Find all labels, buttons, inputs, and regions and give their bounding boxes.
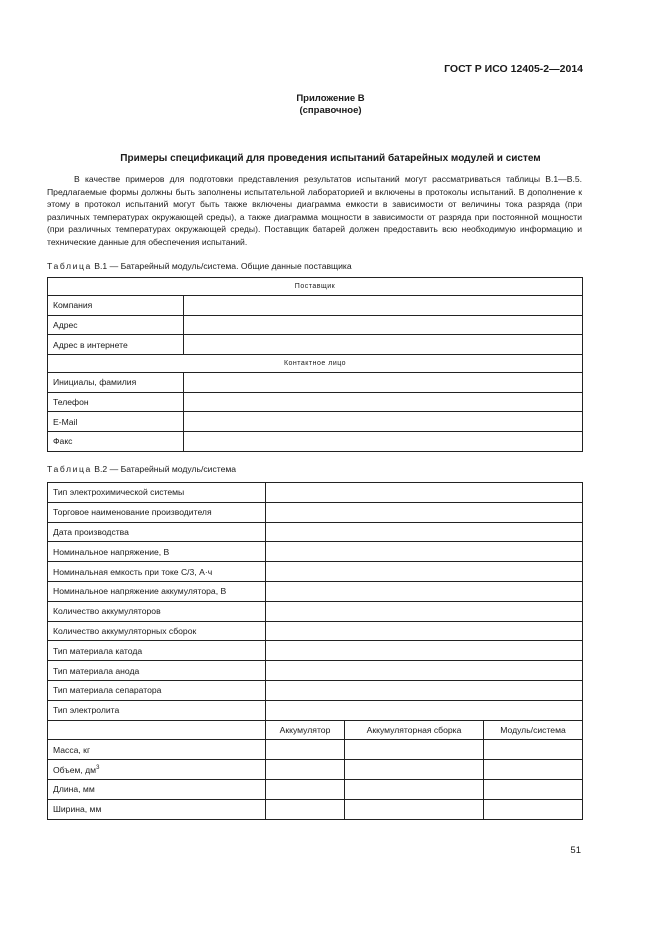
value-cell[interactable] xyxy=(266,601,583,621)
value-cell[interactable] xyxy=(184,432,583,452)
row-label: Тип материала катода xyxy=(48,641,266,661)
row-label: Адрес xyxy=(48,315,184,335)
table1-caption-word: Таблица xyxy=(47,261,92,271)
row-label: Номинальное напряжение аккумулятора, В xyxy=(48,581,266,601)
table-row xyxy=(48,296,583,316)
unit-exponent: 3 xyxy=(96,764,100,771)
value-cell[interactable] xyxy=(266,680,583,700)
value-cell[interactable] xyxy=(184,412,583,432)
row-label: Телефон xyxy=(48,392,184,412)
table-row xyxy=(48,502,583,522)
row-label xyxy=(48,740,266,760)
table-row xyxy=(48,542,583,562)
table-row xyxy=(48,278,583,296)
table-row xyxy=(48,760,583,780)
table-row xyxy=(48,720,583,740)
table-row xyxy=(48,700,583,720)
value-cell[interactable] xyxy=(266,542,583,562)
row-label: Факс xyxy=(48,432,184,452)
row-label: E-Mail xyxy=(48,412,184,432)
row-label-text: Ширина, мм xyxy=(53,804,102,815)
row-label: Номинальное напряжение, В xyxy=(48,542,266,562)
table-row xyxy=(48,581,583,601)
table-row xyxy=(48,641,583,661)
contact-section-header: Контактное лицо xyxy=(48,355,583,373)
table-row xyxy=(48,483,583,503)
table-row xyxy=(48,432,583,452)
table-row xyxy=(48,680,583,700)
value-cell[interactable] xyxy=(266,483,583,503)
table1-caption-text: В.1 — Батарейный модуль/система. Общие данные поставщика xyxy=(94,261,352,271)
row-label xyxy=(48,760,266,780)
table-row xyxy=(48,335,583,355)
empty-header-cell xyxy=(48,720,266,740)
row-label-text: Масса, кг xyxy=(53,744,91,755)
appendix-subtitle: (справочное) xyxy=(299,105,362,116)
column-header: Аккумулятор xyxy=(266,720,345,740)
value-cell[interactable] xyxy=(184,373,583,393)
row-label: Адрес в интернете xyxy=(48,335,184,355)
table2-caption xyxy=(47,464,236,474)
row-label-text: Объем, дм xyxy=(53,764,97,775)
table-row xyxy=(48,412,583,432)
row-label: Номинальная емкость при токе С/3, А·ч xyxy=(48,562,266,582)
value-cell[interactable] xyxy=(266,760,345,780)
table-row xyxy=(48,799,583,819)
page-number: 51 xyxy=(570,845,581,856)
table-row xyxy=(48,315,583,335)
table-row xyxy=(48,740,583,760)
value-cell[interactable] xyxy=(484,740,583,760)
section-title: Примеры спецификаций для проведения испытаний батарейных модулей и систем xyxy=(120,153,541,164)
row-label: Компания xyxy=(48,296,184,316)
table-row xyxy=(48,392,583,412)
column-header: Аккумуляторная сборка xyxy=(345,720,484,740)
value-cell[interactable] xyxy=(345,799,484,819)
table-row xyxy=(48,779,583,799)
row-label: Тип электролита xyxy=(48,700,266,720)
value-cell[interactable] xyxy=(266,562,583,582)
value-cell[interactable] xyxy=(266,779,345,799)
row-label-text: Длина, мм xyxy=(53,784,95,795)
value-cell[interactable] xyxy=(266,661,583,681)
value-cell[interactable] xyxy=(266,522,583,542)
value-cell[interactable] xyxy=(484,760,583,780)
row-label: Количество аккумуляторов xyxy=(48,601,266,621)
value-cell[interactable] xyxy=(345,740,484,760)
table-row xyxy=(48,601,583,621)
table-row xyxy=(48,562,583,582)
table-row xyxy=(48,621,583,641)
value-cell[interactable] xyxy=(266,799,345,819)
supplier-section-header: Поставщик xyxy=(48,278,583,296)
table-row xyxy=(48,522,583,542)
value-cell[interactable] xyxy=(484,799,583,819)
value-cell[interactable] xyxy=(184,315,583,335)
standard-id: ГОСТ Р ИСО 12405-2—2014 xyxy=(444,63,583,75)
row-label: Тип электрохимической системы xyxy=(48,483,266,503)
row-label: Торговое наименование производителя xyxy=(48,502,266,522)
value-cell[interactable] xyxy=(266,621,583,641)
value-cell[interactable] xyxy=(484,779,583,799)
battery-system-table xyxy=(47,482,583,820)
row-label: Тип материала анода xyxy=(48,661,266,681)
value-cell[interactable] xyxy=(266,502,583,522)
table-row xyxy=(48,661,583,681)
table2-caption-text: В.2 — Батарейный модуль/система xyxy=(94,464,237,474)
value-cell[interactable] xyxy=(266,641,583,661)
table1-caption xyxy=(47,261,352,271)
row-label: Количество аккумуляторных сборок xyxy=(48,621,266,641)
row-label: Инициалы, фамилия xyxy=(48,373,184,393)
table-row xyxy=(48,373,583,393)
table-row xyxy=(48,355,583,373)
table2-caption-word: Таблица xyxy=(47,464,92,474)
value-cell[interactable] xyxy=(266,700,583,720)
value-cell[interactable] xyxy=(184,335,583,355)
supplier-table xyxy=(47,277,583,452)
row-label: Дата производства xyxy=(48,522,266,542)
value-cell[interactable] xyxy=(345,779,484,799)
column-header: Модуль/система xyxy=(484,720,583,740)
row-label xyxy=(48,799,266,819)
value-cell[interactable] xyxy=(266,581,583,601)
row-label xyxy=(48,779,266,799)
row-label: Тип материала сепаратора xyxy=(48,680,266,700)
value-cell[interactable] xyxy=(266,740,345,760)
intro-paragraph: В качестве примеров для подготовки представления результатов испытаний могут рассматриваться таблицы В.1—В.5. Предлагаемые формы должны быть заполнены испытательной лабораторией и включены в протоколы испытаний. В дополнение к этому в протокол испытаний могут быть также включены диаграмма емкости в зависимости от величины тока разряда (при различных температурах окружающей среды), а также диаграмма мощности в зависимости от разряда при постоянной мощности (при различных температурах окружающей среды). Поставщик батарей должен предоставить всю необходимую информацию и технические данные для обеспечения испытаний. xyxy=(47,174,582,247)
value-cell[interactable] xyxy=(184,392,583,412)
appendix-title: Приложение В xyxy=(296,93,365,104)
value-cell[interactable] xyxy=(345,760,484,780)
value-cell[interactable] xyxy=(184,296,583,316)
